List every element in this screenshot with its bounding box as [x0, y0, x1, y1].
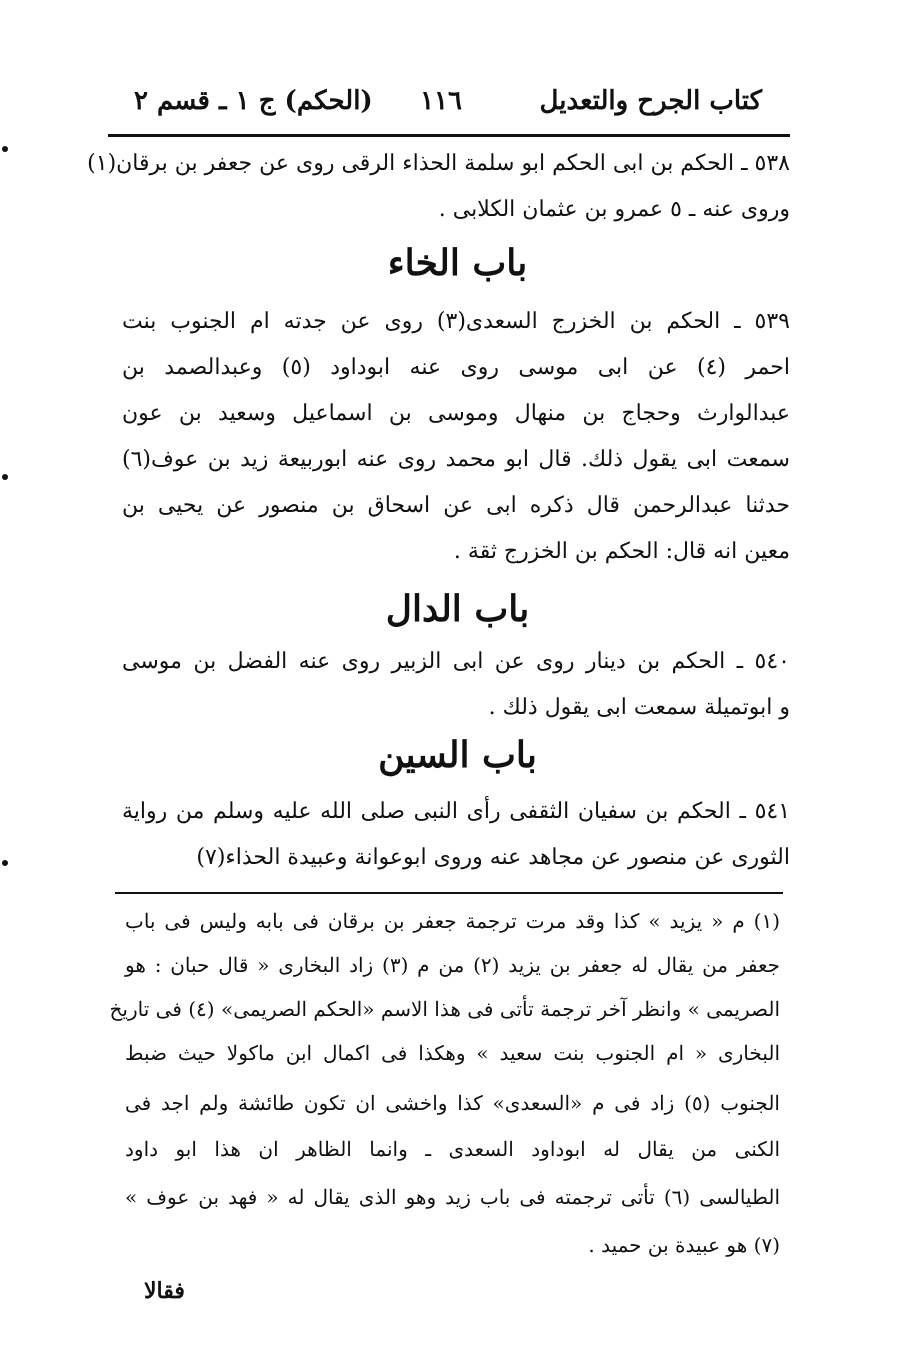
- entry-538-line-2: وروى عنه ـ ٥ عمرو بن عثمان الكلابى .: [438, 197, 790, 222]
- running-header: [112, 78, 762, 124]
- entry-539-line-2: احمر (٤) عن ابى موسى روى عنه ابوداود (٥) وعبدالصمد بن: [122, 355, 790, 380]
- footnote-line-2: جعفر من يقال له جعفر بن يزيد (٢) من م (٣) زاد البخارى « قال حبان : هو: [125, 953, 780, 977]
- edge-mark: [2, 146, 8, 152]
- footnote-line-1: (١) م « يزيد » كذا وقد مرت ترجمة جعفر بن برقان فى بابه وليس فى باب: [125, 909, 780, 933]
- entry-538-line-1: ٥٣٨ ـ الحكم بن ابى الحكم ابو سلمة الحذاء الرقى روى عن جعفر بن برقان(١): [87, 151, 790, 176]
- footnote-line-7: الطيالسى (٦) تأتى ترجمته فى باب زيد وهو الذى يقال له « فهد بن عوف »: [125, 1185, 780, 1209]
- entry-539-line-4: سمعت ابى يقول ذلك. قال ابو محمد روى عنه ابوربيعة زيد بن عوف(٦): [122, 447, 790, 472]
- entry-539-line-1: ٥٣٩ ـ الحكم بن الخزرج السعدى(٣) روى عن جدته ام الجنوب بنت: [122, 309, 790, 334]
- entry-540-line-1: ٥٤٠ ـ الحكم بن دينار روى عن ابى الزبير روى عنه الفضل بن موسى: [122, 649, 790, 674]
- heading-bab-al-dal: باب الدال: [385, 588, 530, 630]
- footnote-line-3: الصريمى » وانظر آخر ترجمة تأتى فى هذا الاسم «الحكم الصريمى» (٤) فى تاريخ: [109, 997, 780, 1021]
- section-label: (الحكم) ج ١ ـ قسم ٢: [134, 86, 373, 116]
- footnote-line-6: الكنى من يقال له ابوداود السعدى ـ وانما الظاهر ان هذا ابو داود: [125, 1137, 780, 1161]
- footnote-line-5: الجنوب (٥) زاد فى م «السعدى» كذا واخشى ان تكون طائشة ولم اجد فى: [125, 1091, 780, 1115]
- entry-539-line-6: معين انه قال: الحكم بن الخزرج ثقة .: [453, 539, 790, 564]
- page-number: ١١٦: [420, 86, 462, 116]
- heading-bab-al-kha: باب الخاء: [387, 242, 528, 284]
- entry-541-line-2: الثورى عن منصور عن مجاهد عنه وروى ابوعوانة وعبيدة الحذاء(٧): [196, 845, 790, 870]
- catchword: فقالا: [144, 1278, 185, 1304]
- entry-539-line-3: عبدالوارث وحجاج بن منهال وموسى بن اسماعيل وسعيد بن عون: [122, 401, 790, 426]
- entry-539-line-5: حدثنا عبدالرحمن قال ذكره ابى عن اسحاق بن منصور عن يحيى بن: [122, 493, 790, 518]
- footnote-line-8: (٧) هو عبيدة بن حميد .: [588, 1233, 780, 1257]
- header-rule: [108, 134, 790, 137]
- edge-mark: [2, 860, 8, 866]
- footnote-rule: [115, 892, 783, 894]
- entry-541-line-1: ٥٤١ ـ الحكم بن سفيان الثقفى رأى النبى صلى الله عليه وسلم من رواية: [122, 799, 791, 824]
- heading-bab-al-sin: باب السين: [378, 734, 537, 776]
- book-title: كتاب الجرح والتعديل: [539, 86, 762, 116]
- edge-mark: [2, 474, 8, 480]
- footnote-line-4: البخارى « ام الجنوب بنت سعيد » وهكذا فى اكمال ابن ماكولا حيث ضبط: [125, 1041, 780, 1065]
- entry-540-line-2: و ابوتميلة سمعت ابى يقول ذلك .: [488, 695, 790, 720]
